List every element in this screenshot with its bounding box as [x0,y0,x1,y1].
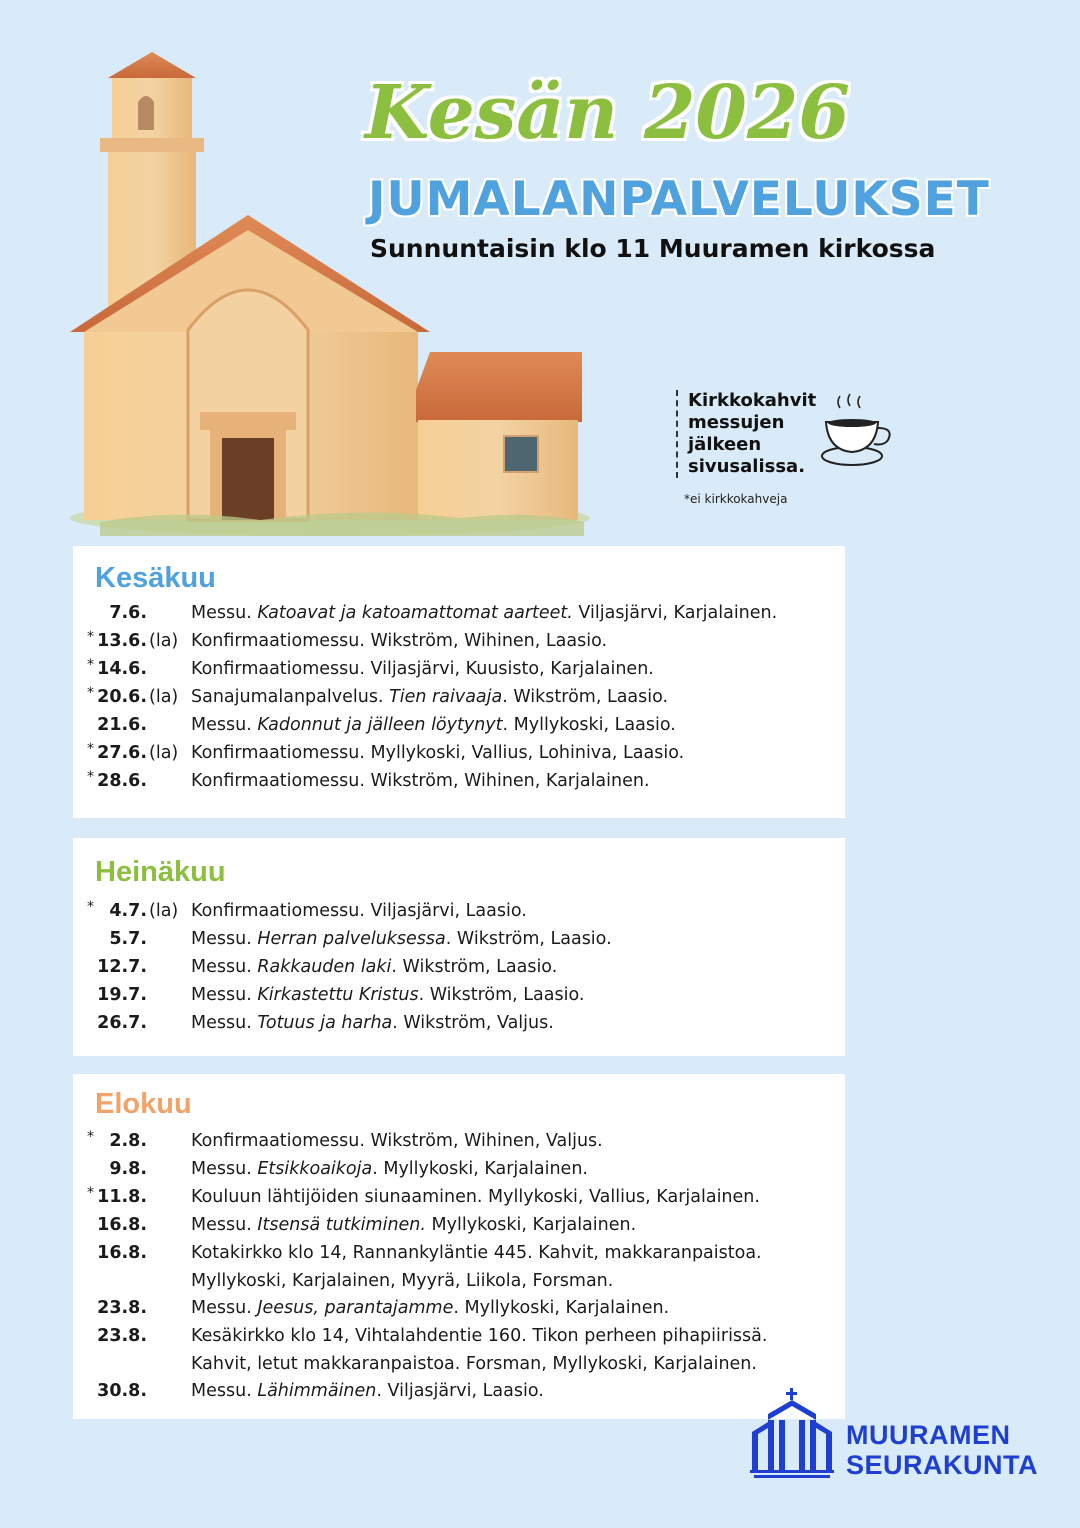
event-row [73,768,845,796]
subtitle: Sunnuntaisin klo 11 Muuramen kirkossa [370,234,936,263]
event-weekday: (la) [149,743,179,763]
event-desc [191,1212,845,1240]
asterisk: * [87,657,94,673]
event-weekday: (la) [149,631,179,651]
event-desc [191,628,845,656]
month-title: Elokuu [95,1088,192,1120]
coffee-line: messujen [688,412,785,433]
event-desc [191,656,845,684]
event-row [73,656,845,684]
church-logo-icon [748,1388,836,1480]
event-row [73,1010,845,1038]
event-text: . Wikström, Laasio. [391,957,558,977]
event-row [73,1295,845,1323]
event-date: 16.8. [97,1215,147,1235]
title-script: Kesän 2026 [365,70,850,156]
event-text: . Myllykoski, Karjalainen. [453,1298,670,1318]
event-text: . Viljasjärvi, Laasio. [376,1381,544,1401]
event-row [73,712,845,740]
event-theme: Kirkastettu Kristus [257,985,419,1005]
event-row [73,926,845,954]
event-row [73,684,845,712]
event-text: Myllykoski, Karjalainen, Myyrä, Liikola, Forsman. [191,1270,614,1291]
coffee-note [676,390,816,478]
coffee-line: jälkeen [688,434,762,455]
event-row [73,600,845,628]
event-row [73,1212,845,1240]
event-weekday: (la) [149,687,179,707]
event-date: 13.6. [97,631,147,651]
event-text: Kouluun lähtijöiden siunaaminen. Myllykoski, Vallius, Karjalainen. [191,1187,760,1207]
event-date: 21.6. [97,715,147,735]
asterisk: * [87,899,94,915]
event-text: Konfirmaatiomessu. Viljasjärvi, Laasio. [191,901,527,921]
event-text: . Wikström, Laasio. [445,929,612,949]
event-text: Messu. [191,929,258,949]
event-desc [191,712,845,740]
event-text: Kotakirkko klo 14, Rannankyläntie 445. Kahvit, makkaranpaistoa. [191,1243,762,1263]
month-card-kesakuu [73,546,845,818]
event-desc [191,684,845,712]
month-card-elokuu [73,1074,845,1419]
asterisk: * [87,1185,94,1201]
event-date: 28.6. [97,771,147,791]
event-theme: Herran palveluksessa [257,929,446,949]
event-date: 7.6. [109,603,147,623]
event-theme: Lähimmäinen [257,1381,377,1401]
event-text: Sanajumalanpalvelus. [191,687,390,707]
coffee-footnote: *ei kirkkokahveja [684,492,788,506]
event-text: . Wikström, Valjus. [392,1013,554,1033]
event-text: Konfirmaatiomessu. Wikström, Wihinen, Laasio. [191,631,608,651]
event-weekday: (la) [149,901,179,921]
event-text: Konfirmaatiomessu. Wikström, Wihinen, Karjalainen. [191,771,650,791]
asterisk: * [87,769,94,785]
event-date: 30.8. [97,1381,147,1401]
event-date: 5.7. [109,929,147,949]
event-date: 11.8. [97,1187,147,1207]
event-text: Messu. [191,1013,258,1033]
event-desc [191,1010,845,1038]
event-desc [191,982,845,1010]
event-desc [191,1295,845,1323]
event-text: Messu. [191,957,258,977]
event-date: 4.7. [109,901,147,921]
event-date: 12.7. [97,957,147,977]
event-text: Messu. [191,1215,258,1235]
coffee-line: Kirkkokahvit [688,390,817,411]
event-text: . Wikström, Laasio. [502,687,669,707]
month-title: Heinäkuu [95,856,226,888]
event-text: Messu. [191,985,258,1005]
event-desc [191,898,845,926]
event-theme: Rakkauden laki [257,957,392,977]
month-card-heinakuu [73,838,845,1056]
event-date: 16.8. [97,1243,147,1263]
event-theme: Itsensä tutkiminen. [257,1215,426,1235]
event-text: Konfirmaatiomessu. Myllykoski, Vallius, Lohiniva, Laasio. [191,743,685,763]
asterisk: * [87,685,94,701]
event-theme: Totuus ja harha [257,1013,393,1033]
event-row [73,1156,845,1184]
event-row [73,1184,845,1212]
logo-line: MUURAMEN [846,1420,1011,1450]
asterisk: * [87,629,94,645]
event-desc [191,600,845,628]
event-row [73,898,845,926]
event-date: 14.6. [97,659,147,679]
event-row [73,1323,845,1378]
event-text: Myllykoski, Karjalainen. [425,1215,637,1235]
event-theme: Kadonnut ja jälleen löytynyt [257,715,503,735]
title-main: JUMALANPALVELUKSET [368,172,990,227]
event-date: 26.7. [97,1013,147,1033]
event-text: Kahvit, letut makkaranpaistoa. Forsman, Myllykoski, Karjalainen. [191,1353,757,1374]
event-desc [191,954,845,982]
event-date: 23.8. [97,1298,147,1318]
event-date: 23.8. [97,1326,147,1346]
event-text: Messu. [191,715,258,735]
event-date: 9.8. [109,1159,147,1179]
logo-line: SEURAKUNTA [846,1450,1038,1480]
event-theme: Jeesus, parantajamme [257,1298,454,1318]
event-desc [191,1128,845,1156]
event-text: Messu. [191,1381,258,1401]
event-row [73,954,845,982]
event-text: Messu. [191,1298,258,1318]
event-desc [191,1378,845,1406]
event-text: Messu. [191,603,258,623]
event-desc [191,1184,845,1212]
logo-text [846,1420,1038,1480]
event-row [73,1378,845,1406]
event-text: Konfirmaatiomessu. Viljasjärvi, Kuusisto, Karjalainen. [191,659,654,679]
event-desc [191,768,845,796]
coffee-cup-icon [818,392,898,472]
event-text: Messu. [191,1159,258,1179]
event-desc [191,740,845,768]
asterisk: * [87,1129,94,1145]
event-date: 20.6. [97,687,147,707]
event-text: . Myllykoski, Laasio. [502,715,676,735]
event-theme: Etsikkoaikoja [257,1159,373,1179]
event-desc [191,1240,845,1295]
event-theme: Katoavat ja katoamattomat aarteet. [257,603,573,623]
event-text: . Wikström, Laasio. [418,985,585,1005]
event-desc [191,1323,845,1378]
event-row [73,982,845,1010]
asterisk: * [87,741,94,757]
event-row [73,1240,845,1295]
event-desc [191,1156,845,1184]
event-text: Konfirmaatiomessu. Wikström, Wihinen, Valjus. [191,1131,603,1151]
event-date: 2.8. [109,1131,147,1151]
event-list [73,898,845,1038]
event-row [73,628,845,656]
month-title: Kesäkuu [95,562,216,594]
event-row [73,740,845,768]
event-list [73,1128,845,1406]
coffee-line: sivusalissa. [688,456,806,477]
event-text: Viljasjärvi, Karjalainen. [572,603,778,623]
event-date: 27.6. [97,743,147,763]
event-theme: Tien raivaaja [389,687,503,707]
event-desc [191,926,845,954]
event-text: . Myllykoski, Karjalainen. [372,1159,588,1179]
event-date: 19.7. [97,985,147,1005]
event-list [73,600,845,796]
event-text: Kesäkirkko klo 14, Vihtalahdentie 160. Tikon perheen pihapiirissä. [191,1326,768,1346]
event-row [73,1128,845,1156]
